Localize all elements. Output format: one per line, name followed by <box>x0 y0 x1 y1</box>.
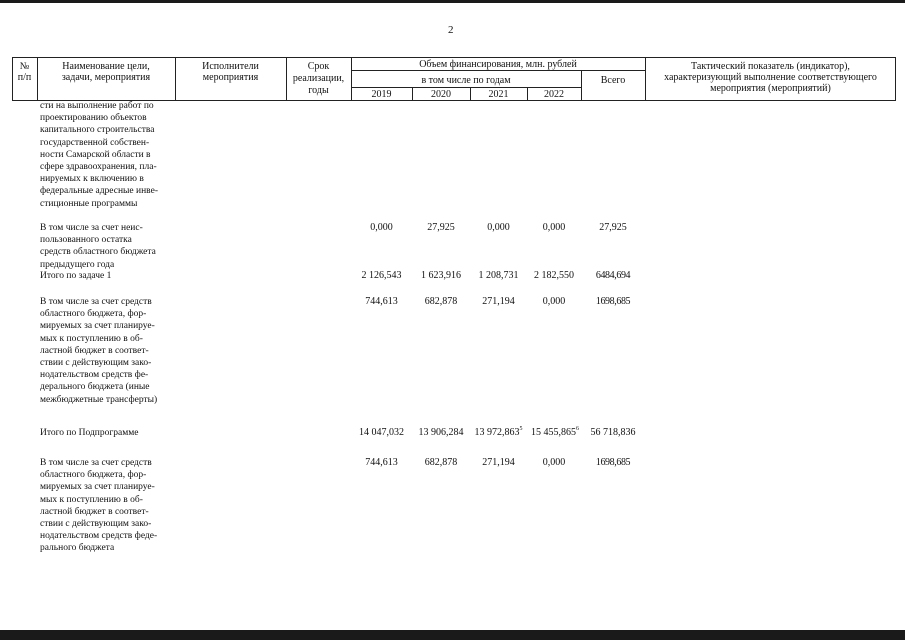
value-2019: 14 047,032 <box>359 427 404 438</box>
value-2022: 2 182,550 <box>534 270 574 281</box>
header-total: Всего <box>600 75 626 86</box>
value-2020: 27,925 <box>427 222 455 233</box>
value-2019: 744,613 <box>365 457 398 468</box>
header-year-2022: 2022 <box>544 89 564 100</box>
value-2020: 1 623,916 <box>421 270 461 281</box>
row-text: В том числе за счет средств областного бюджета, фор- мируемых за счет планируе- мых к поступлению в об- ластной бюджет в соответ- ствии с действующим зако- нодательством средств феде- рального бюджета <box>40 458 158 554</box>
footnote-marker: 6 <box>576 426 579 432</box>
value-2022: 0,000 <box>542 457 566 468</box>
value-2019: 2 126,543 <box>361 270 402 281</box>
header-number: № п/п <box>17 61 32 83</box>
value-2021: 271,194 <box>482 457 515 468</box>
value-total: 1698,685 <box>595 457 631 468</box>
row-text: В том числе за счет неис- пользованного остатка средств областного бюджета предыдущего года <box>40 223 156 270</box>
bottom-border-line <box>0 630 905 640</box>
value-total: 6484,694 <box>595 270 631 281</box>
header-indicator: Тактический показатель (индикатор), характеризующий выполнение соответствующего мероприятия (мероприятий) <box>664 61 877 94</box>
value-2020: 13 906,284 <box>418 427 464 438</box>
value-2022-number: 15 455,865 <box>531 427 576 438</box>
value-total: 1698,685 <box>595 296 631 307</box>
header-term: Срок реализации, годы <box>292 61 345 96</box>
value-2021 <box>470 427 527 439</box>
top-border-line <box>0 0 905 3</box>
row-text: Итого по задаче 1 <box>40 271 112 281</box>
value-2022: 0,000 <box>542 296 566 307</box>
value-total: 27,925 <box>599 222 627 233</box>
header-year-2020: 2020 <box>431 89 451 100</box>
header-volume: Объем финансирования, млн. рублей <box>419 59 577 70</box>
value-2020: 682,878 <box>424 296 458 307</box>
value-2021: 271,194 <box>482 296 515 307</box>
value-2021: 1 208,731 <box>478 270 519 281</box>
value-2019: 744,613 <box>365 296 398 307</box>
value-total: 56 718,836 <box>590 427 636 438</box>
row-text: В том числе за счет средств областного бюджета, фор- мируемых за счет планируе- мых к поступлению в об- ластной бюджет в соответ- ствии с действующим зако- нодательством средств фе- дерального бюджета (иные межбюджетные трансферты) <box>40 297 158 405</box>
value-2019: 0,000 <box>370 222 393 233</box>
footnote-marker: 5 <box>519 426 523 432</box>
value-2021-number: 13 972,863 <box>474 427 520 438</box>
header-year-2021: 2021 <box>488 89 509 100</box>
value-2020: 682,878 <box>424 457 458 468</box>
page-number: 2 <box>448 24 454 36</box>
header-incl-years: в том числе по годам <box>421 75 511 86</box>
row-text: сти на выполнение работ по проектированию объектов капитального строительства государственной собствен- ности Самарской области в сфере здравоохранения, пла- нируемых к включению в федеральные адресные инве- стиционные программы <box>40 101 158 209</box>
value-2022 <box>527 427 583 439</box>
header-year-2019: 2019 <box>371 89 392 100</box>
value-2021: 0,000 <box>487 222 510 233</box>
header-name: Наименование цели, задачи, мероприятия <box>61 61 151 83</box>
header-executors: Исполнители мероприятия <box>202 61 259 83</box>
value-2022: 0,000 <box>542 222 566 233</box>
row-text: Итого по Подпрограмме <box>40 428 139 438</box>
